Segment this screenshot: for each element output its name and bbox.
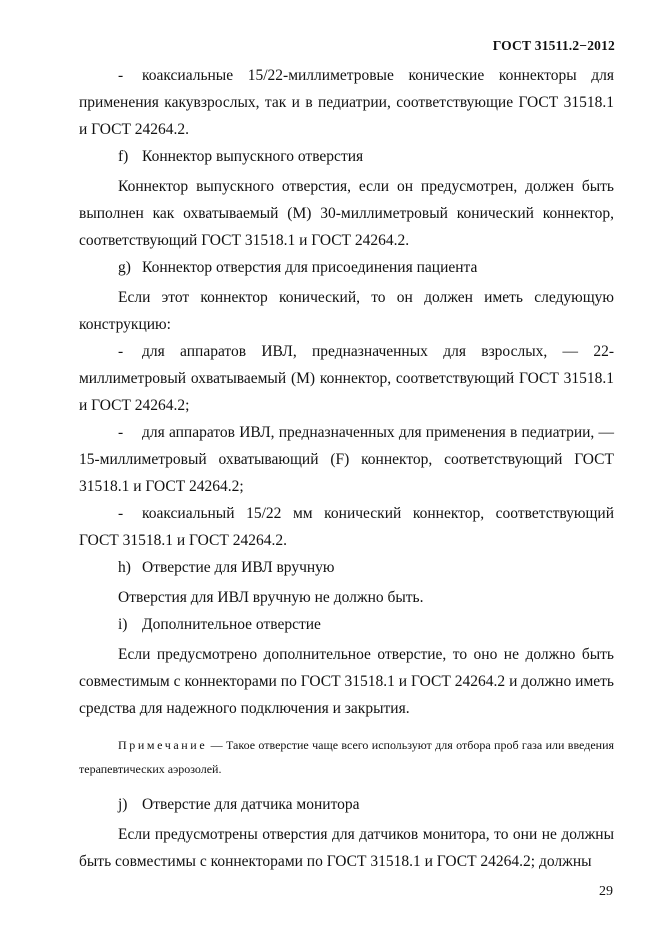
section-title: Отверстие для ИВЛ вручную <box>142 559 335 576</box>
list-item-coaxial <box>79 500 614 554</box>
section-heading-f <box>79 143 614 170</box>
section-marker: i) <box>118 616 128 633</box>
list-item-text: для аппаратов ИВЛ, предназначенных для взрослых, — 22-миллиметровый охватываемый (М) коннектор, соответствующий ГОСТ 31518.1 и ГОСТ 24264.2; <box>79 343 614 414</box>
list-item-text: коаксиальные 15/22-миллиметровые конические коннекторы для применения какувзрослых, так и в педиатрии, соответствующие ГОСТ 31518.1 и ГОСТ 24264.2. <box>79 67 614 138</box>
document-code-header: ГОСТ 31511.2−2012 <box>492 38 615 53</box>
section-marker: f) <box>118 148 129 165</box>
list-marker: - <box>118 343 124 360</box>
note <box>79 733 614 781</box>
section-heading-h <box>79 554 614 581</box>
document-body <box>79 62 614 875</box>
section-body-f: Коннектор выпускного отверстия, если он предусмотрен, должен быть выполнен как охватываемый (М) 30-миллиметровый конический коннектор, соответствующий ГОСТ 31518.1 и ГОСТ 24264.2. <box>79 178 614 249</box>
section-heading-j <box>79 791 614 818</box>
page-number: 29 <box>599 884 613 899</box>
section-heading-i <box>79 611 614 638</box>
section-body-g: Если этот коннектор конический, то он должен иметь следующую конструкцию: <box>79 289 614 333</box>
list-item-text: коаксиальный 15/22 мм конический коннектор, соответствующий ГОСТ 31518.1 и ГОСТ 24264.2. <box>79 505 614 549</box>
note-label: Примечание <box>118 738 208 752</box>
list-marker: - <box>118 424 124 441</box>
section-title: Дополнительное отверстие <box>142 616 321 633</box>
list-marker: - <box>118 67 124 84</box>
section-body-i: Если предусмотрено дополнительное отверстие, то оно не должно быть совместимым с коннекторами по ГОСТ 31518.1 и ГОСТ 24264.2 и должно иметь средства для надежного подключения и закрытия. <box>79 646 614 717</box>
note-dash: — <box>210 738 223 752</box>
list-marker: - <box>118 505 124 522</box>
section-marker: j) <box>118 796 128 813</box>
section-body-j: Если предусмотрены отверстия для датчиков монитора, то они не должны быть совместимы с коннекторами по ГОСТ 31518.1 и ГОСТ 24264.2; должны <box>79 826 614 870</box>
note-text: Такое отверстие чаще всего используют для отбора проб газа или введения терапевтических аэрозолей. <box>79 738 615 776</box>
section-title: Коннектор отверстия для присоединения пациента <box>142 259 478 276</box>
section-heading-g <box>79 254 614 281</box>
list-item-pediatrics <box>79 419 614 500</box>
list-item-text: для аппаратов ИВЛ, предназначенных для применения в педиатрии, — 15-миллиметровый охватывающий (F) коннектор, соответствующий ГОСТ 31518.1 и ГОСТ 24264.2; <box>79 424 614 495</box>
section-marker: h) <box>118 559 131 576</box>
section-body-h: Отверстия для ИВЛ вручную не должно быть. <box>118 589 424 606</box>
section-title: Отверстие для датчика монитора <box>142 796 360 813</box>
section-title: Коннектор выпускного отверстия <box>142 148 364 165</box>
list-item-adults <box>79 338 614 419</box>
section-marker: g) <box>118 259 131 276</box>
list-item-coaxial-universal <box>79 62 614 143</box>
